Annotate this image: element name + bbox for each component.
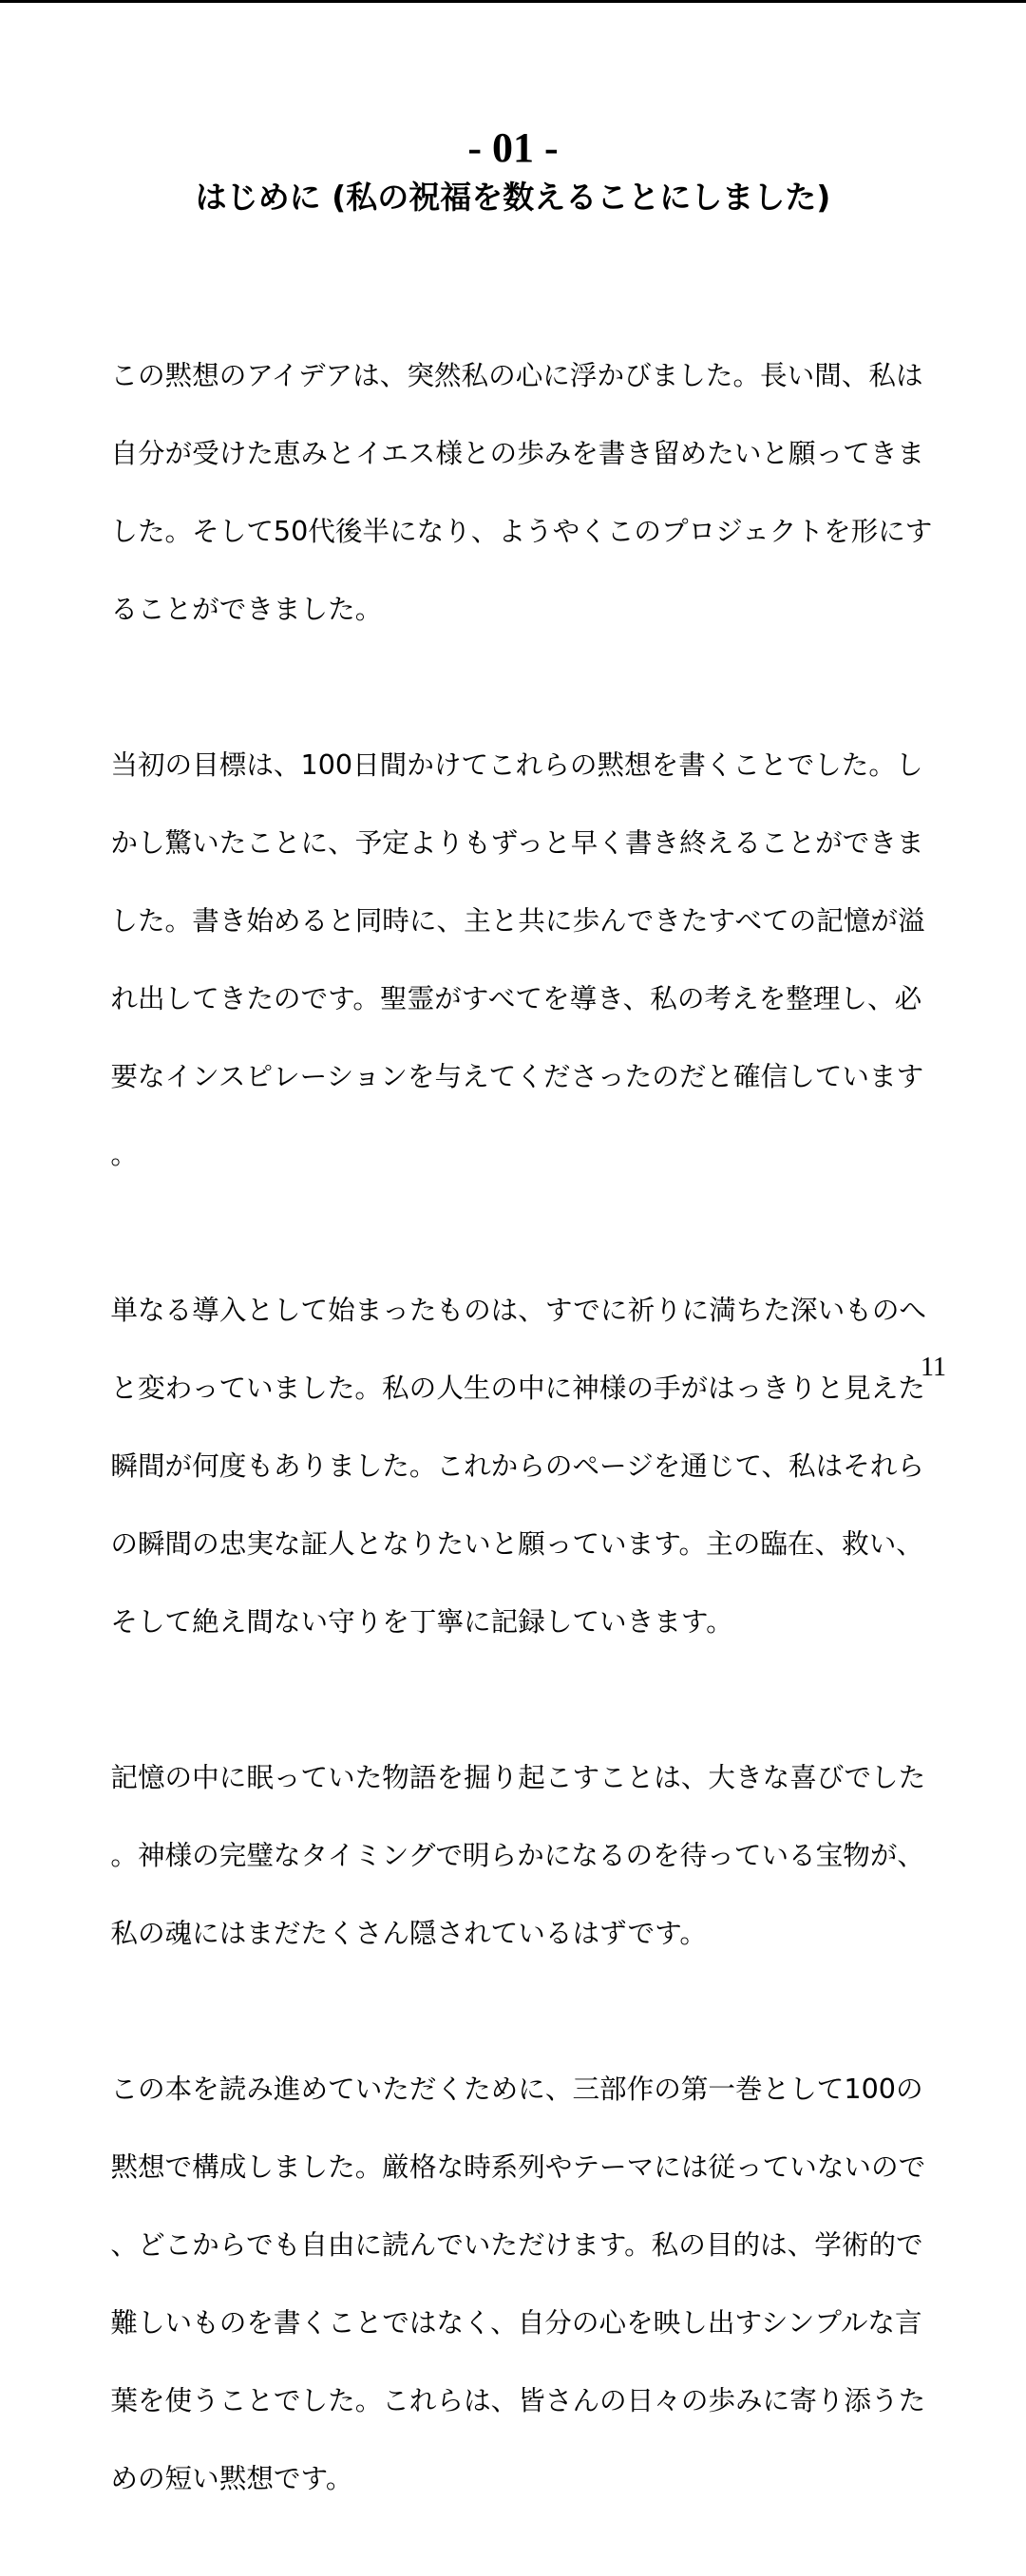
paragraph-line: 要なインスピレーションを与えてくださったのだと確信しています <box>110 1060 924 1092</box>
paragraph-line: 瞬間が何度もありました。これからのページを通じて、私はそれら <box>110 1449 925 1482</box>
paragraph-line: 私の魂にはまだたくさん隠されているはずです。 <box>110 1917 707 1949</box>
paragraph-line: 自分が受けた恵みとイエス様との歩みを書き留めたいと願ってきま <box>110 437 925 469</box>
paragraph-line: めの短い黙想です。 <box>110 2462 353 2494</box>
body-text <box>76 317 950 2576</box>
paragraph-line: そして絶え間ない守りを丁寧に記録していきます。 <box>110 1605 733 1638</box>
paragraph-3 <box>76 1252 950 1680</box>
paragraph-line: この本を読み進めていただくために、三部作の第一巻として100の <box>110 2073 923 2105</box>
paragraph-line: 難しいものを書くことではなく、自分の心を映し出すシンプルな言 <box>110 2306 922 2339</box>
paragraph-line: 黙想で構成しました。厳格な時系列やテーマには従っていないので <box>110 2150 926 2183</box>
page-number: 11 <box>921 1353 946 1382</box>
paragraph-5 <box>76 2031 950 2537</box>
paragraph-line: 当初の目標は、100日間かけてこれらの黙想を書くことでした。し <box>110 748 923 781</box>
paragraph-4 <box>76 1719 950 1992</box>
paragraph-line: かし驚いたことに、予定よりもずっと早く書き終えることができま <box>110 826 924 859</box>
paragraph-line: 葉を使うことでした。これらは、皆さんの日々の歩みに寄り添うた <box>110 2384 926 2416</box>
paragraph-line: と変わっていました。私の人生の中に神様の手がはっきりと見えた <box>110 1372 925 1404</box>
paragraph-line: した。書き始めると同時に、主と共に歩んできたすべての記憶が溢 <box>110 904 925 937</box>
paragraph-line: この黙想のアイデアは、突然私の心に浮かびました。長い間、私は <box>110 359 923 391</box>
paragraph-line: 。神様の完璧なタイミングで明らかになるのを待っている宝物が、 <box>110 1839 925 1871</box>
paragraph-2 <box>76 707 950 1213</box>
top-border-line <box>0 0 1026 3</box>
chapter-title: はじめに (私の祝福を数えることにしました) <box>195 179 831 216</box>
paragraph-1 <box>76 317 950 668</box>
paragraph-line: 、どこからでも自由に読んでいただけます。私の目的は、学術的で <box>110 2228 923 2261</box>
paragraph-line: 記憶の中に眠っていた物語を掘り起こすことは、大きな喜びでした <box>110 1761 926 1793</box>
paragraph-line: 単なる導入として始まったものは、すでに祈りに満ちた深いものへ <box>110 1294 927 1326</box>
paragraph-line: の瞬間の忠実な証人となりたいと願っています。主の臨在、救い、 <box>110 1527 923 1560</box>
paragraph-line: れ出してきたのです。聖霊がすべてを導き、私の考えを整理し、必 <box>110 982 922 1014</box>
paragraph-line: した。そして50代後半になり、ようやくこのプロジェクトを形にす <box>110 515 933 547</box>
paragraph-line: ることができました。 <box>110 593 383 625</box>
chapter-number: - 01 - <box>467 124 559 171</box>
paragraph-line: 。 <box>110 1138 138 1170</box>
